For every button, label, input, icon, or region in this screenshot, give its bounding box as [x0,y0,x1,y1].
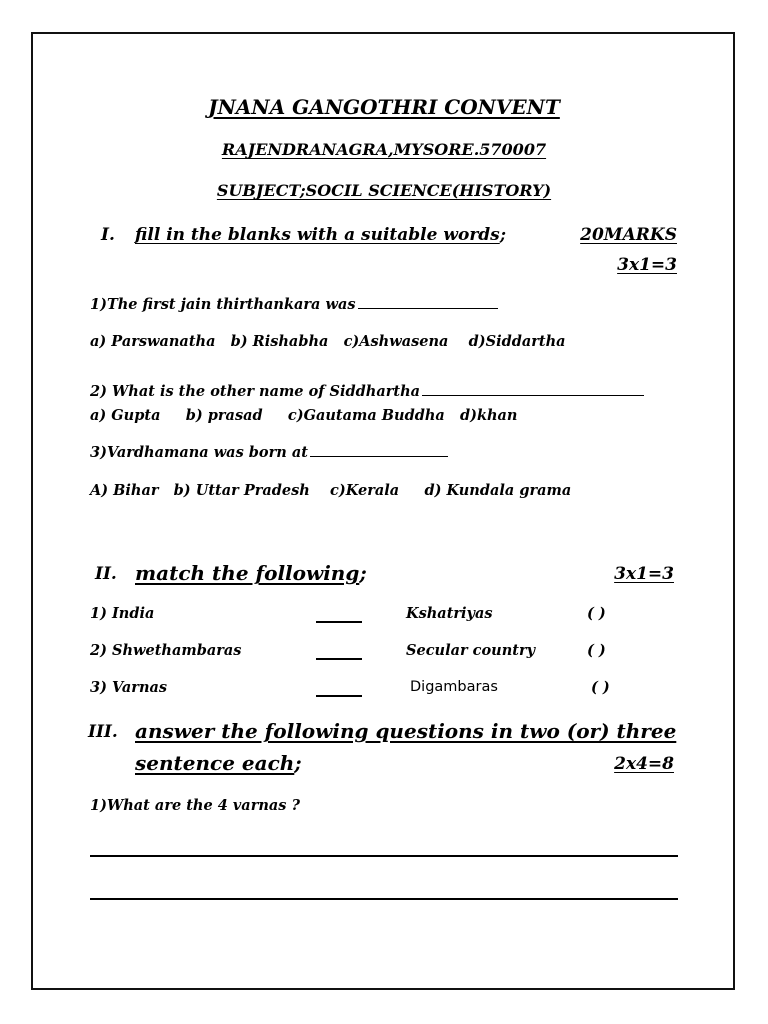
match-bracket-2[interactable]: ( ) [587,642,606,659]
answer-blank-1[interactable] [358,296,498,309]
question-3-text: 3)Vardhamana was born at [90,444,308,461]
section3-title-punct: ; [294,751,302,775]
match-blank-1[interactable] [316,621,362,623]
match-right-2: Secular country [406,642,536,659]
match-left-1: 1) India [90,605,155,622]
question-3 [90,444,448,461]
section3-title-line2: sentence each [135,751,295,775]
match-bracket-1[interactable]: ( ) [587,605,606,622]
subject-title: SUBJECT;SOCIL SCIENCE(HISTORY) [216,181,552,200]
section3-heading-line2 [135,751,302,775]
section2-heading [135,561,367,585]
answer-blank-2[interactable] [422,383,644,396]
section2-title: match the following [135,561,360,585]
question-1-text: 1)The first jain thirthankara was [90,296,356,313]
option: b) Rishabha [230,333,329,350]
school-address: RAJENDRANAGRA,MYSORE.570007 [221,140,547,159]
section3-numeral: III. [88,722,118,742]
school-name: JNANA GANGOTHRI CONVENT [208,95,560,119]
option: c)Ashwasena [343,333,449,350]
match-blank-3[interactable] [316,695,362,697]
option: d) Kundala grama [424,482,572,499]
section1-heading [135,225,506,245]
section1-score: 3x1=3 [617,255,677,275]
section3-question-1: 1)What are the 4 varnas ? [90,797,300,814]
question-1 [90,296,498,313]
match-right-1: Kshatriyas [406,605,493,622]
option: d)khan [459,407,518,424]
match-bracket-3[interactable]: ( ) [591,679,610,696]
section1-title: fill in the blanks with a suitable words [135,225,500,245]
option: a) Gupta [90,407,161,424]
option: d)Siddartha [468,333,566,350]
option: c)Gautama Buddha [287,407,445,424]
answer-line-1[interactable] [90,855,678,857]
option: b) Uttar Pradesh [173,482,310,499]
question-3-options [90,482,571,499]
question-2 [90,383,644,400]
question-2-text: 2) What is the other name of Siddhartha [90,383,421,400]
section1-marks: 20MARKS [580,225,677,245]
match-left-2: 2) Shwethambaras [90,642,242,659]
option: a) Parswanatha [90,333,216,350]
section2-title-punct: ; [359,561,367,585]
match-blank-2[interactable] [316,658,362,660]
section2-numeral: II. [95,564,117,584]
page-border [31,32,735,990]
section3-title-line1: answer the following questions in two (or) three [135,719,677,743]
option: c)Kerala [330,482,400,499]
answer-blank-3[interactable] [310,444,448,457]
match-right-3: Digambaras [410,679,498,695]
answer-line-2[interactable] [90,898,678,900]
section3-score: 2x4=8 [614,754,674,774]
option: A) Bihar [90,482,159,499]
question-1-options [90,333,566,350]
section1-title-punct: ; [499,225,507,245]
option: b) prasad [185,407,263,424]
question-2-options [90,407,517,424]
section2-score: 3x1=3 [614,564,674,584]
section1-numeral: I. [101,225,115,245]
match-left-3: 3) Varnas [90,679,168,696]
